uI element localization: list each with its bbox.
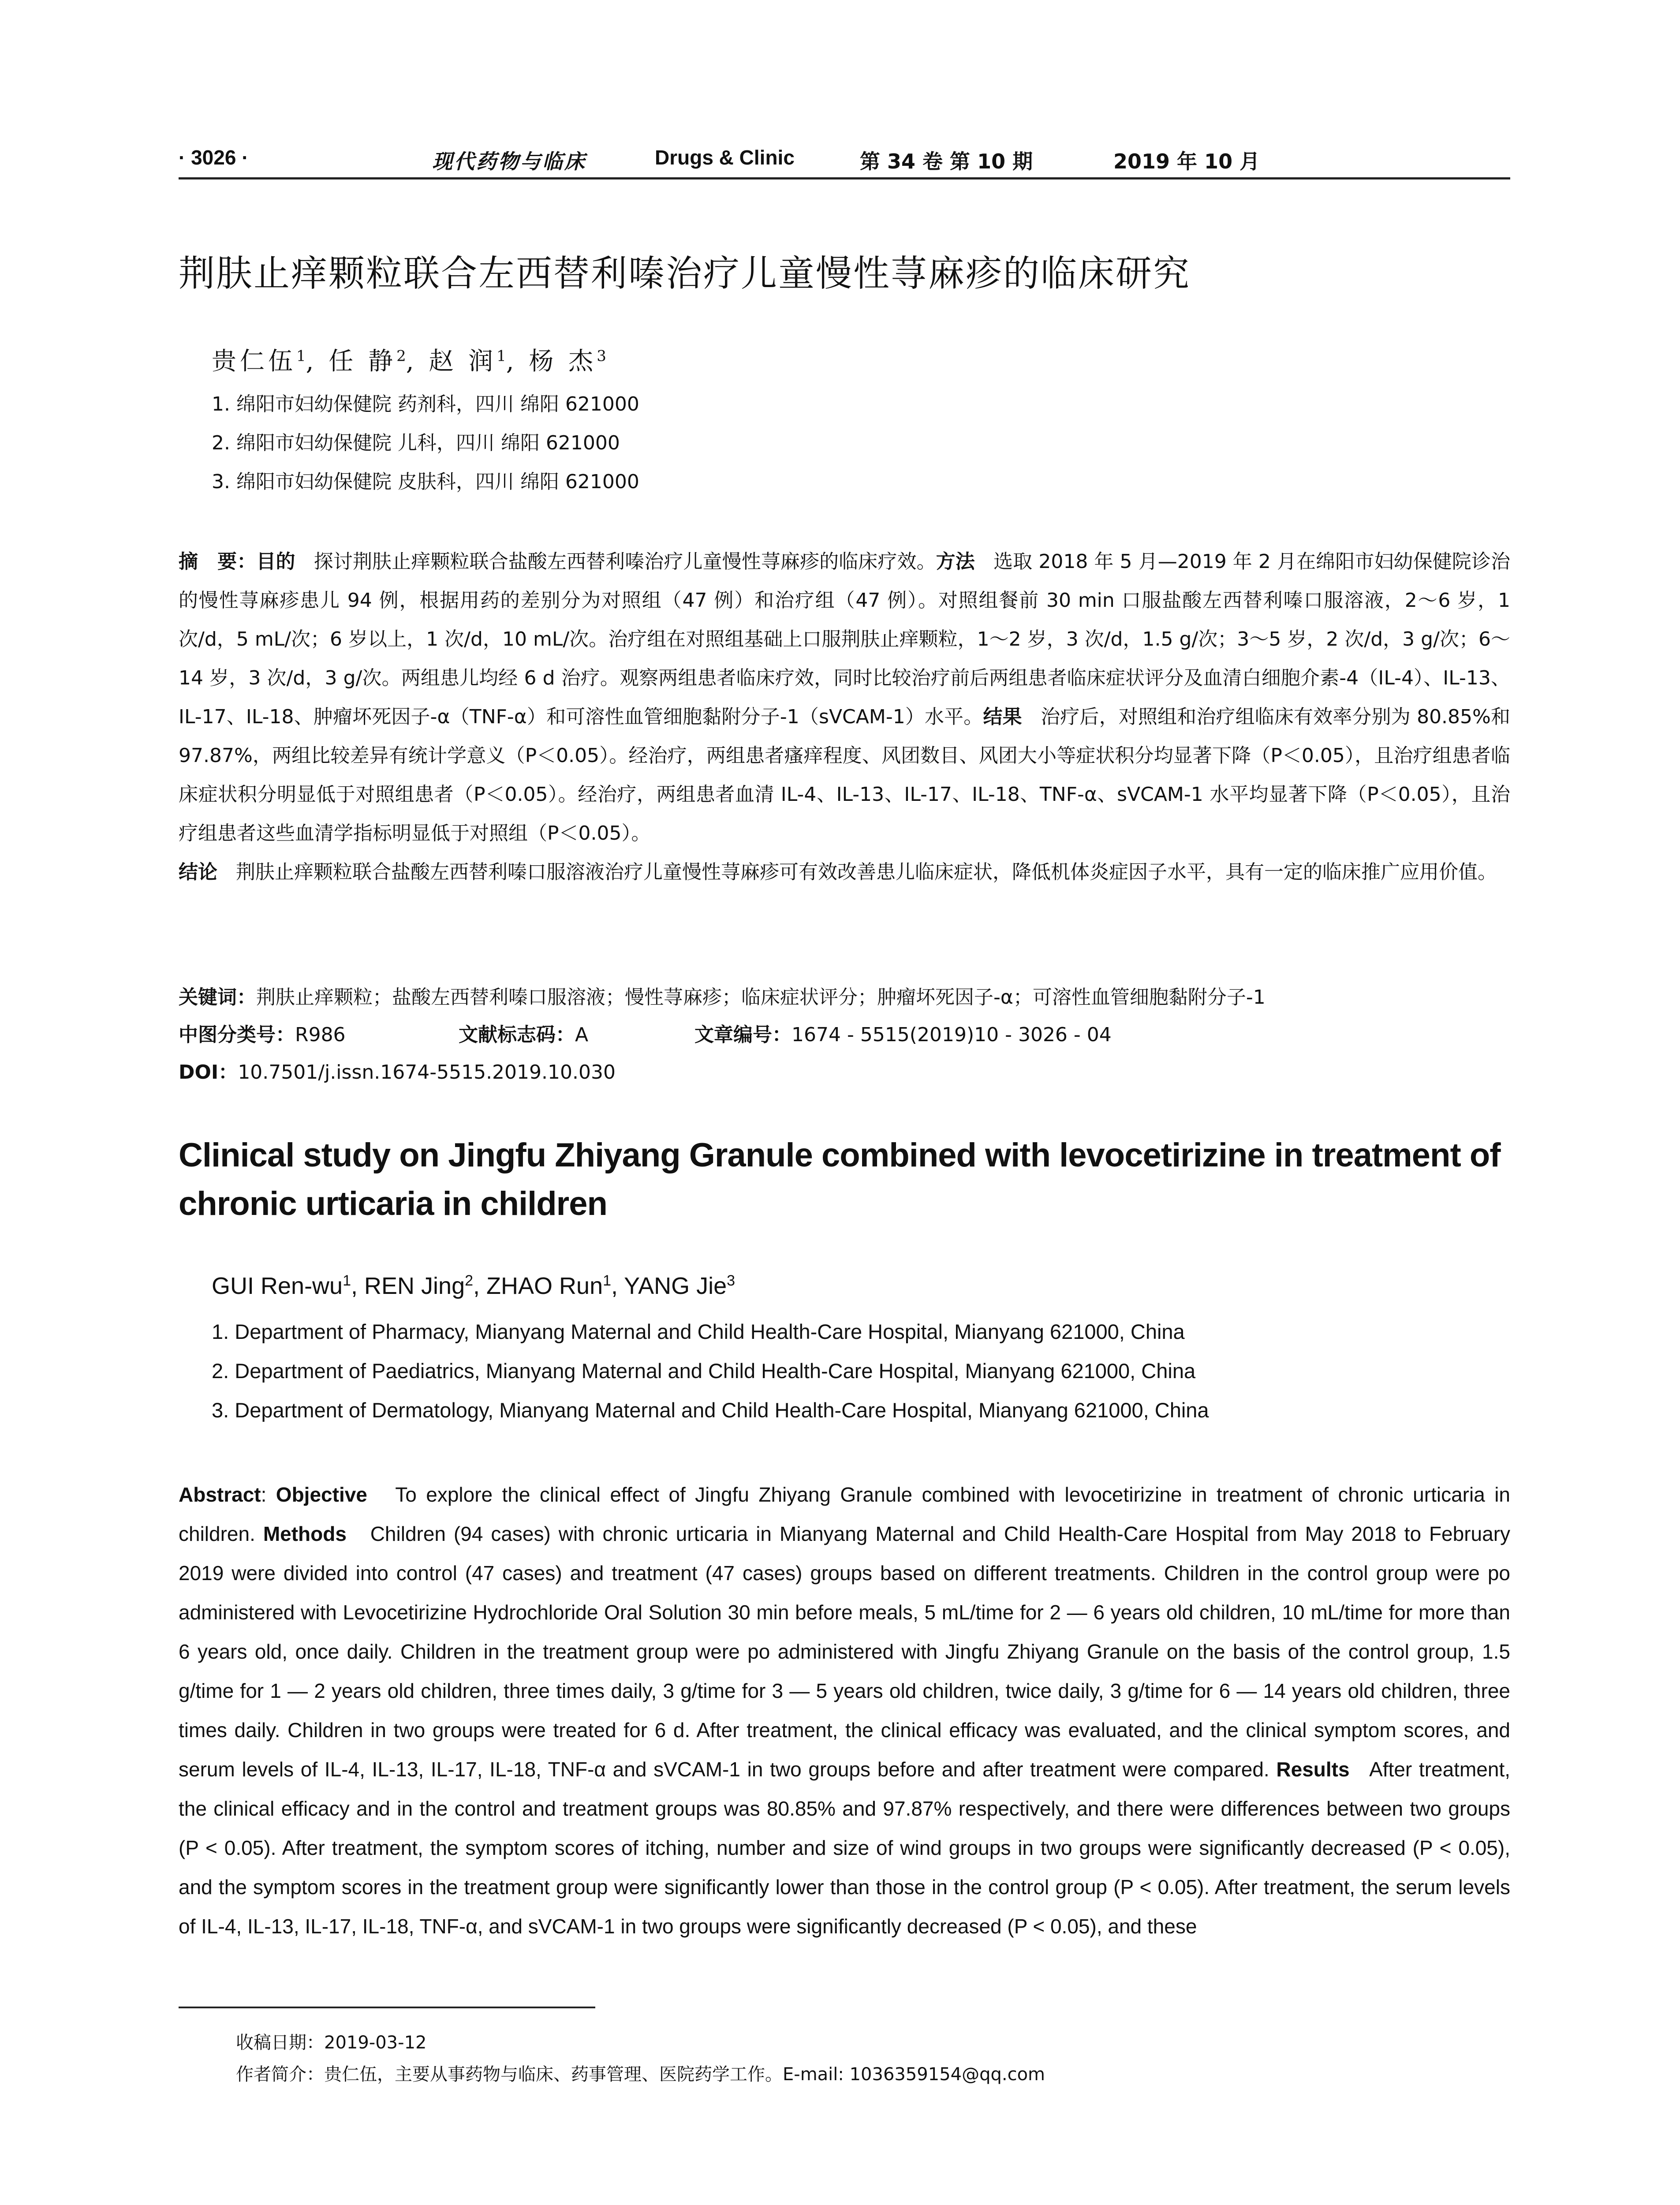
author-bio-label: 作者简介： <box>236 2064 324 2085</box>
authors-en: GUI Ren-$wu^1$, REN Jing$^2$, ZHAO Run$^1$, YANG Jie$^3$ <box>212 1272 735 1299</box>
article-id-value: 1674 - 5515(2019)10 - 3026 - 04 <box>791 1024 1112 1046</box>
author-cn: 杨 杰 <box>529 347 597 376</box>
journal-name-cn: 现代药物与临床 <box>432 149 586 173</box>
clc-value: R986 <box>295 1024 346 1046</box>
affiliation-en: 3. Department of Dermatology, Mianyang Maternal and Child Health-Care Hospital, Mianyang 621000, China <box>212 1398 1209 1422</box>
affiliation-cn: 1. 绵阳市妇幼保健院 药剂科，四川 绵阳 621000 <box>212 393 639 415</box>
keywords-cn <box>179 981 1266 1009</box>
footnote-rule <box>179 2007 595 2008</box>
authors-cn: 贵仁伍$^1$, 任 静$^2$, 赵 润$^1$, 杨 杰$^3$ <box>212 347 606 376</box>
clc-label: 中图分类号： <box>179 1024 295 1046</box>
author-bio <box>236 2060 1045 2085</box>
author-affiliation-mark: 3 <box>727 1272 735 1289</box>
keywords-list: 荆肤止痒颗粒；盐酸左西替利嗪口服溶液；慢性荨麻疹；临床症状评分；肿瘤坏死因子-α；可溶性血管细胞黏附分子-1 <box>256 986 1266 1009</box>
conclusion-label-cn: 结论 <box>179 861 217 883</box>
received-date <box>236 2029 426 2054</box>
affiliation-en: 2. Department of Paediatrics, Mianyang Maternal and Child Health-Care Hospital, Mianyang 621000, China <box>212 1359 1196 1383</box>
doi-label: DOI： <box>179 1061 238 1084</box>
article-id-label: 文章编号： <box>694 1024 791 1046</box>
objective-en: To explore the clinical effect of Jingfu Zhiyang Granule combined with levocetirizine in treatment of chronic urticaria in children. <box>179 1483 1510 1545</box>
methods-label-cn: 方法 <box>936 550 975 573</box>
document-code <box>459 1019 588 1047</box>
affiliation-cn: 3. 绵阳市妇幼保健院 皮肤科，四川 绵阳 621000 <box>212 471 639 493</box>
author-bio-text: 贵仁伍，主要从事药物与临床、药事管理、医院药学工作。E-mail: 1036359154@qq.com <box>324 2064 1045 2085</box>
results-cn: 治疗后，对照组和治疗组临床有效率分别为 80.85%和 97.87%，两组比较差异有统计学意义（P＜0.05）。经治疗，两组患者瘙痒程度、风团数目、风团大小等症状积分均显著下降（P＜0.05），且治疗组患者临床症状积分明显低于对照组患者（P＜0.05）。经治疗，两组患者血清 IL-4、IL-13、IL-17、IL-18、TNF-α、sVCAM-1 水平均显著下降（P＜0.05），且治疗组患者这些血清学指标明显低于对照组（P＜0.05）。 <box>179 706 1510 845</box>
results-label-cn: 结果 <box>983 706 1022 728</box>
page-number: · 3026 · <box>179 146 249 169</box>
objective-label-en: Objective <box>276 1483 367 1506</box>
author-en: GUI Ren-wu <box>212 1273 343 1299</box>
affiliation-en: 1. Department of Pharmacy, Mianyang Maternal and Child Health-Care Hospital, Mianyang 621000, China <box>212 1320 1185 1343</box>
received-label: 收稿日期： <box>236 2033 324 2053</box>
methods-label-en: Methods <box>263 1522 347 1545</box>
author-en: ZHAO Run <box>486 1273 603 1299</box>
author-affiliation-mark: 1 <box>603 1272 612 1289</box>
title-en: Clinical study on Jingfu Zhiyang Granule combined with levocetirizine in treatment of chronic urticaria in children <box>179 1136 1501 1222</box>
doi <box>179 1056 616 1084</box>
classification-row <box>179 1019 1510 1045</box>
doc-code-label: 文献标志码： <box>459 1024 575 1046</box>
author-en: REN Jing <box>364 1273 465 1299</box>
author-cn: 赵 润 <box>429 347 497 376</box>
received-value: 2019-03-12 <box>324 2033 427 2053</box>
author-affiliation-mark: 1 <box>343 1272 351 1289</box>
author-affiliation-mark: 2 <box>396 347 406 365</box>
title-cn: 荆肤止痒颗粒联合左西替利嗪治疗儿童慢性荨麻疹的临床研究 <box>179 253 1191 295</box>
doc-code-value: A <box>575 1024 589 1046</box>
conclusion-cn: 荆肤止痒颗粒联合盐酸左西替利嗪口服溶液治疗儿童慢性荨麻疹可有效改善患儿临床症状，降低机体炎症因子水平，具有一定的临床推广应用价值。 <box>235 861 1497 883</box>
author-en: YANG Jie <box>624 1273 727 1299</box>
issue-date: 2019 年 10 月 <box>1113 149 1260 173</box>
journal-name-en: Drugs & Clinic <box>655 146 795 169</box>
objective-cn: 探讨荆肤止痒颗粒联合盐酸左西替利嗪治疗儿童慢性荨麻疹的临床疗效。 <box>314 550 936 573</box>
author-affiliation-mark: 1 <box>296 347 306 365</box>
author-cn: 任 静 <box>329 347 397 376</box>
objective-label-cn: 目的 <box>256 550 295 573</box>
author-affiliation-mark: 2 <box>465 1272 474 1289</box>
affiliation-cn: 2. 绵阳市妇幼保健院 儿科，四川 绵阳 621000 <box>212 432 620 454</box>
author-affiliation-mark: 1 <box>497 347 506 365</box>
clc-number <box>179 1019 346 1047</box>
abstract-en: Abstract: Objective To explore the clinical effect of Jingfu Zhiyang Granule combined with levocetirizine in treatment of chronic urticaria in children. Methods Children (94 cases) with chronic urticaria in Mianyang Maternal and Child Health-Care Hospital from May 2018 to February 2019 were divided into control (47 cases) and treatment (47 cases) groups based on different treatments. Children in the control group were po administered with Levocetirizine Hydrochloride Oral Solution 30 min before meals, 5 mL/time for 2 — 6 years old children, 10 mL/time for more than 6 years old, once daily. Children in the treatment group were po administered with Jingfu Zhiyang Granule on the basis of the control group, 1.5 g/time for 1 — 2 years old children, three times daily, 3 g/time for 3 — 5 years old children, twice daily, 3 g/time for 6 — 14 years old children, three times daily. Children in two groups were treated for 6 d. After treatment, the clinical efficacy was evaluated, and the clinical symptom scores, and serum levels of IL-4, IL-13, IL-17, IL-18, TNF-α and sVCAM-1 in two groups before and after treatment were compared. Results After treatment, the clinical efficacy and in the control and treatment groups was 80.85% and 97.87% respectively, and there were differences between two groups (P < 0.05). After treatment, the symptom scores of itching, number and size of wind groups in two groups were significantly decreased (P < 0.05), and the symptom scores in the treatment group were significantly lower than those in the control group (P < 0.05). After treatment, the serum levels of IL-4, IL-13, IL-17, IL-18, TNF-α, and sVCAM-1 in two groups were significantly decreased (P < 0.05), and these <box>179 1483 1511 1938</box>
author-cn: 贵仁伍 <box>212 347 296 376</box>
abstract-label-cn: 摘 要： <box>179 550 257 573</box>
keywords-label: 关键词： <box>179 986 256 1009</box>
article-id <box>694 1019 1112 1047</box>
results-en: After treatment, the clinical efficacy and in the control and treatment groups was 80.85% and 97.87% respectively, and there were differences between two groups (P < 0.05). After treatment, the symptom scores of itching, number and size of wind groups in two groups were significantly decreased (P < 0.05), and the symptom scores in the treatment group were significantly lower than those in the control group (P < 0.05). After treatment, the serum levels of IL-4, IL-13, IL-17, IL-18, TNF-α, and sVCAM-1 in two groups were significantly decreased (P < 0.05), and these <box>179 1758 1511 1938</box>
methods-en: Children (94 cases) with chronic urticaria in Mianyang Maternal and Child Health-Care Hospital from May 2018 to February 2019 were divided into control (47 cases) and treatment (47 cases) groups based on different treatments. Children in the control group were po administered with Levocetirizine Hydrochloride Oral Solution 30 min before meals, 5 mL/time for 2 — 6 years old children, 10 mL/time for more than 6 years old, once daily. Children in the treatment group were po administered with Jingfu Zhiyang Granule on the basis of the control group, 1.5 g/time for 1 — 2 years old children, three times daily, 3 g/time for 3 — 5 years old children, twice daily, 3 g/time for 6 — 14 years old children, three times daily. Children in two groups were treated for 6 d. After treatment, the clinical efficacy was evaluated, and the clinical symptom scores, and serum levels of IL-4, IL-13, IL-17, IL-18, TNF-α and sVCAM-1 in two groups before and after treatment were compared. <box>179 1522 1511 1781</box>
author-affiliation-mark: 3 <box>597 347 606 365</box>
volume-issue: 第 34 卷 第 10 期 <box>860 149 1033 173</box>
abstract-label-en: Abstract <box>179 1483 261 1506</box>
running-header <box>179 146 1510 172</box>
doi-link[interactable]: 10.7501/j.issn.1674-5515.2019.10.030 <box>238 1061 616 1084</box>
results-label-en: Results <box>1276 1758 1350 1781</box>
header-rule <box>179 177 1510 179</box>
methods-cn: 选取 2018 年 5 月—2019 年 2 月在绵阳市妇幼保健院诊治的慢性荨麻疹患儿 94 例，根据用药的差别分为对照组（47 例）和治疗组（47 例）。对照组餐前 30 min 口服盐酸左西替利嗪口服溶液，2～6 岁，1 次/d，5 mL/次；6 岁以上，1 次/d，10 mL/次。治疗组在对照组基础上口服荆肤止痒颗粒，1～2 岁，3 次/d，1.5 g/次；3～5 岁，2 次/d，3 g/次；6～14 岁，3 次/d，3 g/次。两组患儿均经 6 d 治疗。观察两组患者临床疗效，同时比较治疗前后两组患者临床症状评分及血清白细胞介素-4（IL-4）、IL-13、IL-17、IL-18、肿瘤坏死因子-α（TNF-α）和可溶性血管细胞黏附分子-1（sVCAM-1）水平。 <box>179 550 1510 728</box>
abstract-cn <box>179 542 1510 892</box>
